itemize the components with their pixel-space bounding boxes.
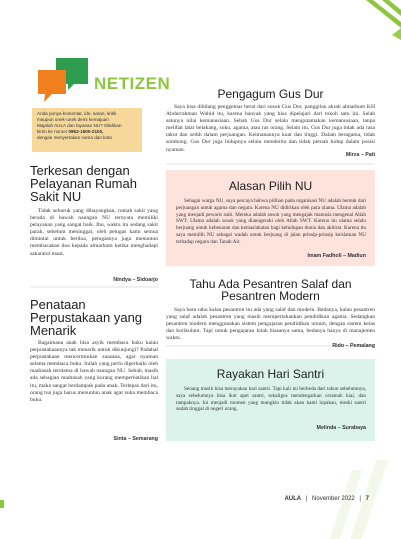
speech-bubbles-icon [34, 56, 92, 106]
intro-line: maupun unek-unek demi kemajuan [37, 117, 109, 122]
letter-signature: Sinta – Semarang [113, 436, 158, 442]
letter-signature: Rido – Pemalang [332, 343, 375, 349]
letter-signature: Imam Fadholi – Madiun [307, 253, 366, 259]
letter-signature: Melinda – Surabaya [316, 425, 366, 431]
letter-signature: Mirza – Pati [345, 152, 375, 158]
footer-accent-bar [0, 500, 4, 508]
letter-body: Senang masih bisa merayakan hari santri. Tapi kali ini berbeda dari tahun sebelumnya, saya sebelumnya bisa ikut apel santri, sekaligus mendengarkan ceramah kiai, dan tampaknya. Ini menjadi momen yang mungkin tidak akan kami lupakan, meski santri sudah tinggal di negeri orang. [176, 386, 366, 413]
footer-magazine: AULA [284, 496, 302, 502]
intro-line: Majalah AULA dan layanan NU? Silahkan [37, 123, 122, 128]
intro-box [32, 108, 142, 152]
footer-separator: | [305, 496, 308, 502]
intro-line: dengan menyertakan nama dan kota [37, 135, 112, 140]
intro-phone: 0852-1600-2100, [68, 129, 104, 134]
letter-title: Alasan Pilih NU [228, 179, 313, 193]
letter-title: Rayakan Hari Santri [216, 367, 325, 381]
corner-stripes-top [366, 0, 401, 40]
letter-title: Tahu Ada Pesantren Salaf dan Pesantren Modern [189, 277, 352, 303]
letter-signature: Nindya – Sidoarjo [113, 277, 158, 283]
page-footer [284, 496, 369, 502]
letter-body: Tidak seburuk yang dibayangkan, rumah sakit yang berada di bawah naungan NU ternyata memiliki pelayanan yang sangat baik. Ibu, waktu itu sedang sakit parah, sebelum meninggal, oleh petugas kami semua dimintai untuk berdoa, petugasnya juga menuntun membacakan doa kepada almarhum ketika menghadapi sakaratul maut. [30, 208, 158, 257]
brand-wordmark: NETIZEN [94, 74, 171, 93]
intro-line: kirim ke nomor 0852-1600-2100, [37, 129, 104, 134]
intro-line: Anda punya komentar, ide, saran, kritik [37, 111, 117, 116]
letter-title: Pengagum Gus Dur [217, 87, 324, 101]
letter-body: Bagaimana anak bisa asyik membaca buku kalau perpustakaannya tak menarik untuk dikunjungi? Padahal perpustakaan mencerminkan suasana, agar nyaman selama membaca buku. Inilah yang perlu diperbaiki oleh madrasah terutama di bawah naungan NU. Sebab, masih ada sebagian madrasah yang kurang memperhatikan hal itu, maka sangat berdampak pada anak. Terlepas dari itu, orang tua juga harus menuntun anak agar suka membaca buku. [30, 340, 158, 403]
footer-page-number: 7 [365, 496, 369, 502]
letter-body: Saya bisa dibilang penggemar berat dari sosok Gus Dur, panggilan akrab almarhum KH Abdurrahman Wahid itu, karena banyak yang bisa dipelajari dari tokoh satu ini. Salah satunya nilai kemanusiaan. Sebab Gus Dur selalu mengutamakan kemanusiaan, tanpa melihat latar belakang, suku, agama, atau ras orang. Selain itu, Gus Dur juga tidak ada rasa takut dan sedih dalam perjuangan. Keimanannya kuat dan tinggi. Dalam beragama, tidak sombong. Gus Dur juga hidupnya selalu menderita dan tidak pernah hidup dalam posisi nyaman. [166, 104, 375, 153]
letter-body: Saya baru tahu kalau pesantren itu ada yang salaf dan modern. Bedanya, kalau pesantren yang salaf adalah pesantren yang masih mempertahankan pendidikan agama. Sedangkan pesantren modern menggunakan sistem pengajaran pendidikan umum, dengan sistem kelas dan kurikulum. Tapi untuk pengajaran kitab biasanya sama, bedanya hanya di manajemen waktu. [166, 307, 375, 342]
letter-title: Penataan Perpustakaan yang Menarik [30, 297, 143, 338]
letter-title: Terkesan dengan Pelayanan Rumah Sakit NU [30, 163, 137, 204]
footer-separator: | [359, 496, 361, 502]
footer-issue: November 2022 [312, 496, 355, 502]
letter-body: Sebagai warga NU, saya percaya bahwa pilihan pada organisasi NU adalah bentuk dari perjuangan untuk agama dan negara. Karena NU didirikan oleh para ulama. Ulama adalah yang menjadi pewaris nabi. Mereka adalah sosok yang mengajak manusia mengenal Allah SWT. Ulama adalah sosok yang dianugerahi oleh Allah SWT. Karena itu ulama selalu berjuang untuk kebenaran dan kemaslahatan bagi kehidupan dunia dan akhirat. Karena itu saya memilih NU sebagai wadah untuk berjuang di jalan prinsip-prinsip keislaman NU terhadap negara dan Tanah Air. [176, 198, 366, 245]
